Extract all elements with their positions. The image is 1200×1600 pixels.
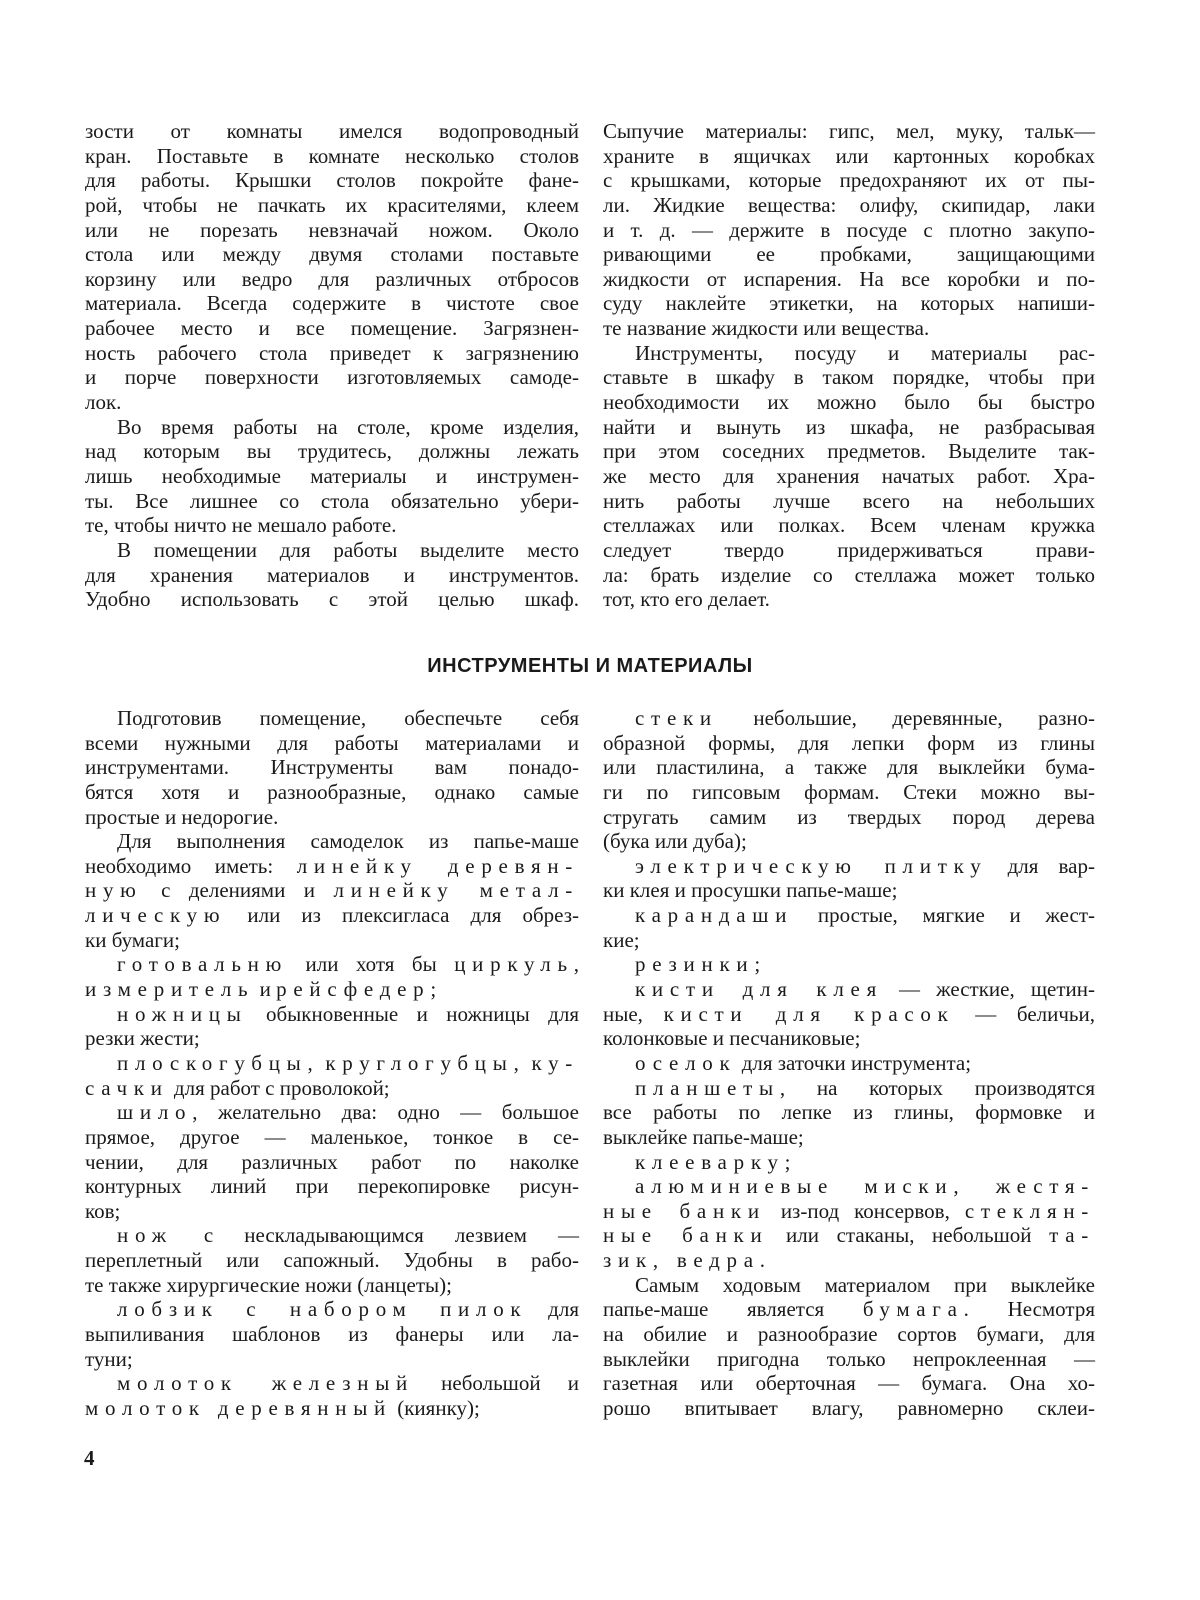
text-run: бятся хотя и разнообразные, однако самые xyxy=(85,780,579,804)
text-line xyxy=(85,1297,579,1322)
text-run: контурных линий при перекопировке рисун- xyxy=(85,1174,579,1198)
text-line xyxy=(603,1297,1095,1322)
text-run: ривающими ее пробками, защищающими xyxy=(603,242,1095,266)
text-line xyxy=(603,1002,1095,1027)
text-run: необходимости их можно было бы быстро xyxy=(603,390,1095,414)
text-run: всеми нужными для работы материалами и xyxy=(85,731,579,755)
spaced-emphasis-run: электрическую плитку xyxy=(635,854,987,878)
text-run: ки бумаги; xyxy=(85,928,180,952)
text-run: те также хирургические ножи (ланцеты); xyxy=(85,1273,452,1297)
text-line xyxy=(85,731,579,756)
spaced-emphasis-run: карандаши xyxy=(635,903,793,927)
spaced-emphasis-run: ную xyxy=(85,878,143,902)
spaced-emphasis-run: ные банки xyxy=(603,1199,766,1223)
text-run: , xyxy=(514,1051,532,1075)
text-line xyxy=(85,218,579,243)
text-line xyxy=(85,341,579,366)
text-run: или пластилина, а также для выклейки бума- xyxy=(603,755,1095,779)
text-run: кран. Поставьте в комнате несколько столов xyxy=(85,144,579,168)
text-run: материала. Всегда содержите в чистоте свое xyxy=(85,291,579,315)
text-run: Удобно использовать с этой целью шкаф. xyxy=(85,587,579,611)
text-line xyxy=(85,1248,579,1273)
text-run: стеллажах или полках. Всем членам кружка xyxy=(603,513,1095,537)
text-line xyxy=(85,390,579,415)
text-run: обыкновенные и ножницы для xyxy=(248,1002,579,1026)
text-line xyxy=(85,780,579,805)
text-run: рабочее место и все помещение. Загрязнен- xyxy=(85,316,579,340)
text-line xyxy=(603,878,1095,903)
spaced-emphasis-run: линейку метал- xyxy=(334,878,580,902)
text-run: рошо впитывает влагу, равномерно склеи- xyxy=(603,1396,1095,1420)
text-line xyxy=(603,390,1095,415)
text-run: ; xyxy=(754,952,760,976)
text-line xyxy=(85,1026,579,1051)
text-line xyxy=(603,1273,1095,1298)
text-run: ность рабочего стола приведет к загрязнению xyxy=(85,341,579,365)
text-run: храните в ящичках или картонных коробках xyxy=(603,144,1095,168)
spaced-emphasis-run: циркуль xyxy=(454,952,574,976)
text-line xyxy=(85,1199,579,1224)
text-run: ставьте в шкафу в таком порядке, чтобы при xyxy=(603,365,1095,389)
spaced-emphasis-run: ку- xyxy=(531,1051,579,1075)
text-line xyxy=(603,1076,1095,1101)
text-run: и xyxy=(254,977,276,1001)
text-line xyxy=(85,1051,579,1076)
text-line xyxy=(603,464,1095,489)
text-run: ки клея и просушки папье-маше; xyxy=(603,878,897,902)
text-line xyxy=(603,1174,1095,1199)
text-run: , на которых производятся xyxy=(780,1076,1095,1100)
text-line xyxy=(85,878,579,903)
text-line xyxy=(85,489,579,514)
text-run: выклейке папье-маше; xyxy=(603,1125,804,1149)
text-line xyxy=(85,439,579,464)
text-line xyxy=(603,854,1095,879)
text-run: . Несмотря xyxy=(964,1297,1095,1321)
text-run: выклейки пригодна только непроклеенная — xyxy=(603,1347,1095,1371)
text-line xyxy=(603,193,1095,218)
text-line xyxy=(85,1322,579,1347)
text-run: туни; xyxy=(85,1347,133,1371)
text-line xyxy=(603,1199,1095,1224)
section-heading: ИНСТРУМЕНТЫ И МАТЕРИАЛЫ xyxy=(0,655,1180,678)
text-line xyxy=(603,218,1095,243)
text-line xyxy=(603,1347,1095,1372)
text-line xyxy=(85,563,579,588)
text-line xyxy=(85,242,579,267)
text-run: Во время работы на столе, кроме изделия, xyxy=(117,415,579,439)
text-line xyxy=(603,119,1095,144)
text-line xyxy=(603,365,1095,390)
text-run: ные, xyxy=(603,1002,664,1026)
text-line xyxy=(603,1396,1095,1421)
text-run: для заточки инструмента; xyxy=(736,1051,971,1075)
page-number: 4 xyxy=(84,1446,95,1471)
text-run: переплетный или сапожный. Удобны в рабо- xyxy=(85,1248,579,1272)
text-line xyxy=(85,193,579,218)
text-run: стругать самим из твердых пород дерева xyxy=(603,805,1095,829)
text-run: все работы по лепке из глины, формовке и xyxy=(603,1100,1095,1124)
bottom-right-text-column xyxy=(603,706,1095,1421)
text-line xyxy=(85,903,579,928)
text-line xyxy=(603,415,1095,440)
text-run: папье-маше является xyxy=(603,1297,863,1321)
text-line xyxy=(603,1248,1095,1273)
text-line xyxy=(85,267,579,292)
text-run: . xyxy=(760,1248,765,1272)
spaced-emphasis-run: сачки xyxy=(85,1076,169,1100)
text-run: ги по гипсовым формам. Стеки можно вы- xyxy=(603,780,1095,804)
text-run: образной формы, для лепки форм из глины xyxy=(603,731,1095,755)
spaced-emphasis-run: ные банки xyxy=(603,1223,768,1247)
text-line xyxy=(85,1347,579,1372)
text-line xyxy=(603,706,1095,731)
text-run: зости от комнаты имелся водопроводный xyxy=(85,119,579,143)
text-run: небольшой и xyxy=(414,1371,579,1395)
text-line xyxy=(603,538,1095,563)
text-line xyxy=(603,755,1095,780)
text-run: прямое, другое — маленькое, тонкое в се- xyxy=(85,1125,579,1149)
text-line xyxy=(603,1322,1095,1347)
text-line xyxy=(603,513,1095,538)
text-run: простые и недорогие. xyxy=(85,805,278,829)
spaced-emphasis-run: измеритель xyxy=(85,977,254,1001)
text-line xyxy=(85,291,579,316)
text-run: же место для хранения начатых работ. Хра- xyxy=(603,464,1095,488)
text-run: с делениями и xyxy=(143,878,334,902)
text-run: выпиливания шаблонов из фанеры или ла- xyxy=(85,1322,579,1346)
text-line xyxy=(603,952,1095,977)
spaced-emphasis-run: кисти для клея xyxy=(635,977,883,1001)
text-run: ты. Все лишнее со стола обязательно убери- xyxy=(85,489,579,513)
text-line xyxy=(603,1125,1095,1150)
text-run: простые, мягкие и жест- xyxy=(793,903,1095,927)
spaced-emphasis-run: лобзик с набором пилок xyxy=(117,1297,527,1321)
text-run: (киянку); xyxy=(392,1396,480,1420)
spaced-emphasis-run: та- xyxy=(1049,1223,1095,1247)
spaced-emphasis-run: лическую xyxy=(85,903,226,927)
text-line xyxy=(85,1125,579,1150)
text-line xyxy=(85,805,579,830)
text-run: ; xyxy=(785,1150,791,1174)
text-run: ков; xyxy=(85,1199,120,1223)
text-run: для хранения материалов и инструментов. xyxy=(85,563,579,587)
text-run: с крышками, которые предохраняют их от пы- xyxy=(603,168,1095,192)
text-run: , xyxy=(308,1051,326,1075)
text-line xyxy=(85,928,579,953)
text-run: , xyxy=(574,952,579,976)
text-run: тот, кто его делает. xyxy=(603,587,770,611)
text-run: суду наклейте этикетки, на которых напиши- xyxy=(603,291,1095,315)
text-run: (бука или дуба); xyxy=(603,829,747,853)
text-line xyxy=(603,341,1095,366)
text-run: те название жидкости или вещества. xyxy=(603,316,929,340)
text-line xyxy=(603,1223,1095,1248)
text-line xyxy=(603,1051,1095,1076)
text-line xyxy=(85,1174,579,1199)
text-line xyxy=(85,464,579,489)
text-line xyxy=(85,854,579,879)
top-left-text-column xyxy=(85,119,579,612)
text-line xyxy=(603,489,1095,514)
bottom-left-text-column xyxy=(85,706,579,1421)
text-line xyxy=(85,415,579,440)
text-run: для xyxy=(527,1297,579,1321)
text-run: с нескладывающимся лезвием — xyxy=(173,1223,579,1247)
spaced-emphasis-run: оселок xyxy=(635,1051,736,1075)
text-line xyxy=(603,1371,1095,1396)
text-line xyxy=(85,365,579,390)
spaced-emphasis-run: клееварку xyxy=(635,1150,785,1174)
spaced-emphasis-run: молоток железный xyxy=(117,1371,414,1395)
text-line xyxy=(603,1100,1095,1125)
text-line xyxy=(85,1273,579,1298)
text-line xyxy=(603,144,1095,169)
text-run: ли. Жидкие вещества: олифу, скипидар, лаки xyxy=(603,193,1095,217)
text-line xyxy=(85,1100,579,1125)
text-line xyxy=(85,587,579,612)
text-line xyxy=(85,1396,579,1421)
text-run: стола или между двумя столами поставьте xyxy=(85,242,579,266)
text-line xyxy=(603,439,1095,464)
text-line xyxy=(85,829,579,854)
text-line xyxy=(603,168,1095,193)
text-line xyxy=(85,977,579,1002)
text-run: Инструменты, посуду и материалы рас- xyxy=(635,341,1095,365)
text-run: на обилие и разнообразие сортов бумаги, для xyxy=(603,1322,1095,1346)
text-line xyxy=(603,1026,1095,1051)
text-run: для работы. Крышки столов покройте фане- xyxy=(85,168,579,192)
text-line xyxy=(85,1223,579,1248)
text-line xyxy=(85,513,579,538)
text-run: или не порезать невзначай ножом. Около xyxy=(85,218,579,242)
text-run: и порче поверхности изготовляемых самоде- xyxy=(85,365,579,389)
spaced-emphasis-run: ножницы xyxy=(117,1002,248,1026)
text-line xyxy=(603,587,1095,612)
text-run: Сыпучие материалы: гипс, мел, муку, тальк— xyxy=(603,119,1095,143)
spaced-emphasis-run: стеки xyxy=(635,706,718,730)
text-line xyxy=(603,903,1095,928)
text-line xyxy=(603,805,1095,830)
spaced-emphasis-run: зик, ведра xyxy=(603,1248,760,1272)
text-line xyxy=(603,928,1095,953)
text-run: резки жести; xyxy=(85,1026,200,1050)
text-run: лишь необходимые материалы и инструмен- xyxy=(85,464,579,488)
text-run: корзину или ведро для различных отбросов xyxy=(85,267,579,291)
text-line xyxy=(603,563,1095,588)
spaced-emphasis-run: резинки xyxy=(635,952,754,976)
text-run: лок. xyxy=(85,390,121,414)
text-line xyxy=(85,1002,579,1027)
spaced-emphasis-run: алюминиевые миски, жестя- xyxy=(635,1174,1095,1198)
text-run: необходимо иметь: xyxy=(85,854,297,878)
text-line xyxy=(85,1076,579,1101)
text-line xyxy=(85,168,579,193)
text-line xyxy=(603,1150,1095,1175)
spaced-emphasis-run: плоскогубцы xyxy=(117,1051,308,1075)
spaced-emphasis-run: рейсфедер xyxy=(276,977,430,1001)
text-run: для вар- xyxy=(987,854,1095,878)
text-run: или хотя бы xyxy=(288,952,454,976)
text-run: те, чтобы ничто не мешало работе. xyxy=(85,513,397,537)
text-line xyxy=(85,952,579,977)
top-right-text-column xyxy=(603,119,1095,612)
text-line xyxy=(85,538,579,563)
text-run: для работ с проволокой; xyxy=(169,1076,390,1100)
text-line xyxy=(603,267,1095,292)
text-run: ; xyxy=(430,977,436,1001)
text-run: при этом соседних предметов. Выделите так- xyxy=(603,439,1095,463)
text-run: рой, чтобы не пачкать их красителями, клеем xyxy=(85,193,579,217)
spaced-emphasis-run: нож xyxy=(117,1223,173,1247)
spaced-emphasis-run: шило xyxy=(117,1100,192,1124)
spaced-emphasis-run: планшеты xyxy=(635,1076,780,1100)
text-run: небольшие, деревянные, разно- xyxy=(718,706,1095,730)
text-run: или из плексигласа для обрез- xyxy=(226,903,579,927)
spaced-emphasis-run: круглогубцы xyxy=(325,1051,513,1075)
text-run: чении, для различных работ по наколке xyxy=(85,1150,579,1174)
text-line xyxy=(85,1371,579,1396)
text-run: — беличьи, xyxy=(955,1002,1095,1026)
text-line xyxy=(603,291,1095,316)
text-line xyxy=(603,977,1095,1002)
text-run: жидкости от испарения. На все коробки и по- xyxy=(603,267,1095,291)
text-run: Самым ходовым материалом при выклейке xyxy=(635,1273,1095,1297)
text-line xyxy=(85,755,579,780)
text-run: В помещении для работы выделите место xyxy=(117,538,579,562)
text-line xyxy=(85,1150,579,1175)
text-run: и т. д. — держите в посуде с плотно закупо- xyxy=(603,218,1095,242)
text-run: кие; xyxy=(603,928,640,952)
text-line xyxy=(85,706,579,731)
spaced-emphasis-run: готовальню xyxy=(117,952,288,976)
text-run: колонковые и песчаниковые; xyxy=(603,1026,860,1050)
text-line xyxy=(85,144,579,169)
text-line xyxy=(603,316,1095,341)
text-run: нить работы лучше всего на небольших xyxy=(603,489,1095,513)
text-run: газетная или оберточная — бумага. Она хо- xyxy=(603,1371,1095,1395)
spaced-emphasis-run: молоток деревянный xyxy=(85,1396,392,1420)
spaced-emphasis-run: бумага xyxy=(863,1297,964,1321)
text-run: ла: брать изделие со стеллажа может только xyxy=(603,563,1095,587)
text-run: Подготовив помещение, обеспечьте себя xyxy=(117,706,579,730)
text-line xyxy=(603,731,1095,756)
text-run: или стаканы, небольшой xyxy=(768,1223,1049,1247)
text-run: , желательно два: одно — большое xyxy=(192,1100,579,1124)
text-line xyxy=(85,119,579,144)
text-line xyxy=(85,316,579,341)
spaced-emphasis-run: стеклян- xyxy=(965,1199,1095,1223)
text-run: следует твердо придерживаться прави- xyxy=(603,538,1095,562)
spaced-emphasis-run: кисти для красок xyxy=(664,1002,955,1026)
text-run: над которым вы трудитесь, должны лежать xyxy=(85,439,579,463)
text-line xyxy=(603,829,1095,854)
text-run: найти и вынуть из шкафа, не разбрасывая xyxy=(603,415,1095,439)
text-line xyxy=(603,242,1095,267)
text-run: инструментами. Инструменты вам понадо- xyxy=(85,755,579,779)
text-run: Для выполнения самоделок из папье-маше xyxy=(117,829,579,853)
text-run: из-под консервов, xyxy=(766,1199,965,1223)
text-line xyxy=(603,780,1095,805)
spaced-emphasis-run: линейку деревян- xyxy=(297,854,579,878)
text-run: — жесткие, щетин- xyxy=(883,977,1095,1001)
